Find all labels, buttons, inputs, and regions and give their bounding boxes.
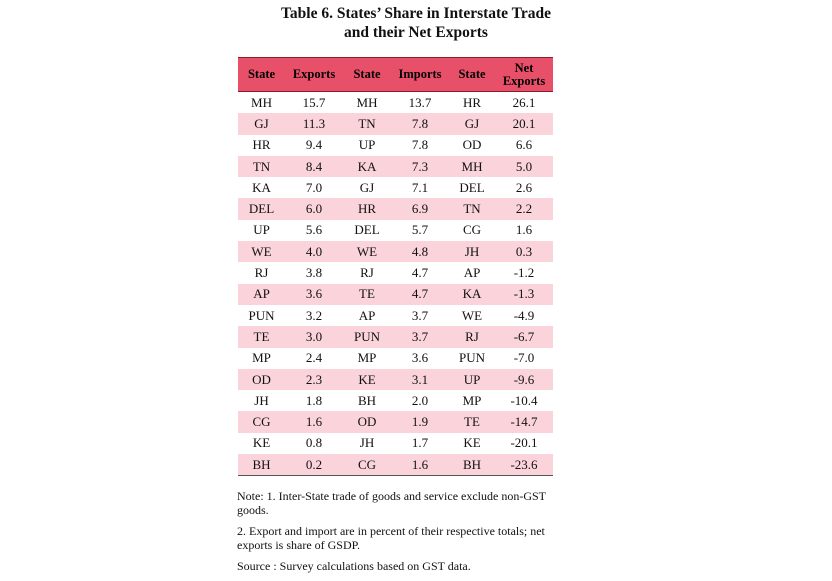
import-state-cell: BH [357, 392, 377, 408]
notes [237, 489, 557, 580]
exports-value-cell: 4.0 [285, 241, 343, 262]
net-exports-value-cell: -6.7 [495, 326, 553, 347]
table-title [0, 4, 832, 42]
header-state-net: State [449, 58, 495, 92]
net-state-cell: MP [462, 392, 482, 408]
export-state-cell: OD [238, 369, 285, 390]
export-state-cell: HR [252, 137, 271, 153]
net-state-cell: JH [449, 241, 495, 262]
net-exports-value-cell: 6.6 [515, 137, 533, 153]
note-2: 2. Export and import are in percent of their respective totals; net exports is share of GSDP. [237, 524, 545, 552]
import-state-cell: MP [357, 350, 377, 366]
header-state-imports: State [343, 58, 391, 92]
net-state-cell: UP [449, 369, 495, 390]
table-row [238, 198, 553, 219]
import-state-cell: WE [343, 241, 391, 262]
table-body [238, 92, 553, 476]
export-state-cell: UP [253, 222, 270, 238]
exports-value-cell: 15.7 [302, 94, 326, 110]
header-state-exports: State [238, 58, 285, 92]
source-note: Source : Survey calculations based on GST data. [237, 559, 471, 573]
imports-value-cell: 1.7 [411, 435, 429, 451]
import-state-cell: MH [356, 94, 378, 110]
exports-value-cell: 9.4 [305, 137, 323, 153]
header-net-exports: Net Exports [495, 58, 553, 92]
table-row [238, 113, 553, 134]
import-state-cell: OD [343, 411, 391, 432]
net-exports-value-cell: -1.3 [495, 284, 553, 305]
net-state-cell: DEL [459, 179, 485, 195]
imports-value-cell: 4.7 [391, 284, 449, 305]
export-state-cell: PUN [248, 307, 275, 323]
imports-value-cell: 13.7 [408, 94, 432, 110]
import-state-cell: TN [343, 113, 391, 134]
export-state-cell: RJ [254, 265, 269, 281]
imports-value-cell: 3.6 [411, 350, 429, 366]
export-state-cell: AP [238, 284, 285, 305]
net-exports-value-cell: -14.7 [495, 411, 553, 432]
net-exports-value-cell: 20.1 [495, 113, 553, 134]
import-state-cell: GJ [359, 179, 375, 195]
net-state-cell: KE [463, 435, 481, 451]
imports-value-cell: 2.0 [411, 392, 429, 408]
net-exports-value-cell: 0.3 [495, 241, 553, 262]
table-row [238, 348, 553, 369]
net-exports-value-cell: 1.6 [515, 222, 533, 238]
exports-value-cell: 1.8 [305, 392, 323, 408]
exports-value-cell: 3.6 [285, 284, 343, 305]
imports-value-cell: 6.9 [391, 198, 449, 219]
import-state-cell: HR [343, 198, 391, 219]
export-state-cell: TN [238, 156, 285, 177]
exports-value-cell: 8.4 [285, 156, 343, 177]
imports-value-cell: 4.8 [391, 241, 449, 262]
exports-value-cell: 5.6 [305, 222, 323, 238]
table-row [238, 241, 553, 262]
net-state-cell: PUN [458, 350, 485, 366]
net-exports-value-cell: -9.6 [495, 369, 553, 390]
import-state-cell: KA [343, 156, 391, 177]
net-exports-value-cell: -4.9 [513, 307, 535, 323]
imports-value-cell: 3.1 [391, 369, 449, 390]
export-state-cell: WE [238, 241, 285, 262]
table-row [238, 156, 553, 177]
note-1: Note: 1. Inter-State trade of goods and service exclude non-GST goods. [237, 489, 546, 517]
table-row [238, 284, 553, 305]
exports-value-cell: 3.0 [285, 326, 343, 347]
imports-value-cell: 5.7 [411, 222, 429, 238]
import-state-cell: PUN [343, 326, 391, 347]
net-exports-value-cell: 2.6 [515, 179, 533, 195]
exports-value-cell: 0.8 [305, 435, 323, 451]
exports-value-cell: 3.2 [305, 307, 323, 323]
imports-value-cell: 3.7 [411, 307, 429, 323]
imports-value-cell: 7.3 [391, 156, 449, 177]
net-state-cell: CG [462, 222, 482, 238]
net-exports-value-cell: -20.1 [510, 435, 538, 451]
exports-value-cell: 6.0 [285, 198, 343, 219]
net-state-cell: GJ [449, 113, 495, 134]
header-imports: Imports [391, 58, 449, 92]
exports-value-cell: 2.4 [305, 350, 323, 366]
export-state-cell: DEL [238, 198, 285, 219]
table-row [238, 411, 553, 432]
import-state-cell: AP [358, 307, 376, 323]
net-exports-value-cell: -23.6 [495, 454, 553, 476]
imports-value-cell: 3.7 [391, 326, 449, 347]
export-state-cell: GJ [238, 113, 285, 134]
table-row [238, 92, 553, 114]
import-state-cell: UP [358, 137, 376, 153]
net-state-cell: KA [449, 284, 495, 305]
table-row [238, 220, 553, 241]
net-exports-value-cell: 5.0 [495, 156, 553, 177]
net-exports-value-cell: -1.2 [513, 265, 535, 281]
net-state-cell: TE [449, 411, 495, 432]
export-state-cell: CG [238, 411, 285, 432]
export-state-cell: KE [252, 435, 271, 451]
imports-value-cell: 1.9 [391, 411, 449, 432]
net-exports-value-cell: -7.0 [513, 350, 535, 366]
exports-value-cell: 1.6 [285, 411, 343, 432]
imports-value-cell: 4.7 [411, 265, 429, 281]
imports-value-cell: 7.8 [391, 113, 449, 134]
table-row [238, 305, 553, 326]
trade-table [238, 57, 553, 476]
title-line-2: and their Net Exports [344, 24, 488, 41]
net-state-cell: TN [449, 198, 495, 219]
net-exports-value-cell: -10.4 [510, 392, 538, 408]
exports-value-cell: 3.8 [305, 265, 323, 281]
exports-value-cell: 7.0 [305, 179, 323, 195]
net-exports-value-cell: 26.1 [512, 94, 536, 110]
table-row [238, 135, 553, 156]
table-row [238, 433, 553, 454]
net-state-cell: OD [462, 137, 482, 153]
import-state-cell: CG [343, 454, 391, 476]
net-state-cell: RJ [449, 326, 495, 347]
header-exports: Exports [285, 58, 343, 92]
table-row [238, 454, 553, 476]
title-line-1: Table 6. States’ Share in Interstate Trade [281, 5, 551, 22]
net-state-cell: AP [463, 265, 481, 281]
imports-value-cell: 1.6 [391, 454, 449, 476]
import-state-cell: TE [343, 284, 391, 305]
exports-value-cell: 2.3 [285, 369, 343, 390]
export-state-cell: BH [238, 454, 285, 476]
exports-value-cell: 0.2 [285, 454, 343, 476]
net-exports-value-cell: 2.2 [495, 198, 553, 219]
imports-value-cell: 7.8 [411, 137, 429, 153]
table-row [238, 177, 553, 198]
table-row [238, 369, 553, 390]
import-state-cell: DEL [354, 222, 380, 238]
export-state-cell: MP [252, 350, 271, 366]
export-state-cell: JH [254, 392, 269, 408]
net-state-cell: BH [449, 454, 495, 476]
header-row [238, 58, 553, 92]
import-state-cell: JH [359, 435, 375, 451]
net-state-cell: HR [462, 94, 482, 110]
net-state-cell: MH [449, 156, 495, 177]
table-row [238, 262, 553, 283]
export-state-cell: KA [252, 179, 271, 195]
imports-value-cell: 7.1 [411, 179, 429, 195]
import-state-cell: KE [343, 369, 391, 390]
import-state-cell: RJ [360, 265, 374, 281]
exports-value-cell: 11.3 [285, 113, 343, 134]
export-state-cell: MH [251, 94, 272, 110]
export-state-cell: TE [238, 326, 285, 347]
table-row [238, 390, 553, 411]
net-state-cell: WE [461, 307, 483, 323]
table-row [238, 326, 553, 347]
